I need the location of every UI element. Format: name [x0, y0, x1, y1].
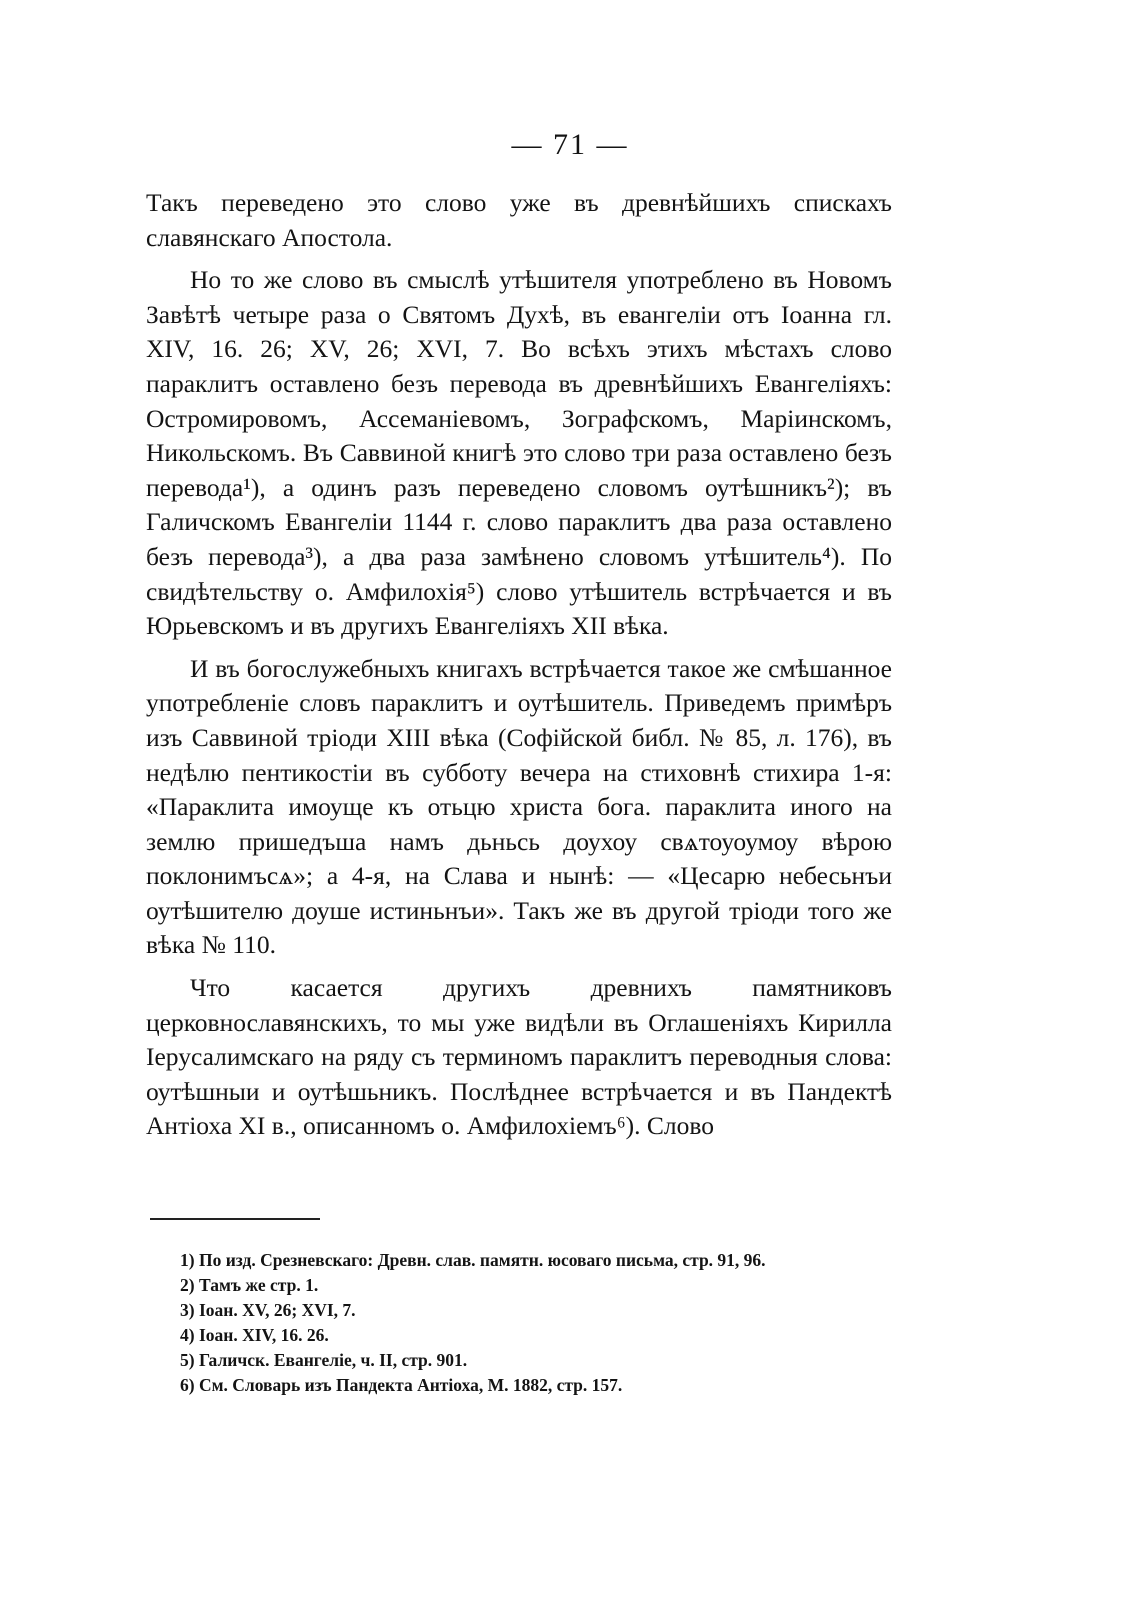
- footnote-divider: [150, 1218, 320, 1220]
- paragraph-3: И въ богослужебныхъ книгахъ встрѣчается такое же смѣшанное употребленіе словъ параклитъ и оутѣшитель. Приведемъ примѣръ изъ Саввиной тріоди XIII вѣка (Софійской библ. № 85, л. 176), въ недѣлю пентикостіи въ субботу вечера на стиховнѣ стихира 1-я: «Параклита имоуще къ отьцю христа бога. параклита иного на землю пришедъша намъ дьньсь доухоу свѧтоуоумоу вѣрою поклонимъсѧ»; а 4-я, на Слава и нынѣ: — «Цесарю небесьнъи оутѣшителю доуше истиньнъи». Такъ же въ другой тріоди того же вѣка № 110.: [146, 653, 892, 960]
- footnotes-list: [180, 1248, 900, 1398]
- body-text: [146, 186, 892, 1144]
- footnote-6: 6) См. Словарь изъ Пандекта Антіоха, М. 1882, стр. 157.: [180, 1375, 623, 1395]
- page-number: — 71 —: [511, 128, 629, 161]
- footnote-3: 3) Іоан. XV, 26; XVI, 7.: [180, 1300, 356, 1320]
- paragraph-4: Что касается другихъ древнихъ памятниковъ церковнославянскихъ, то мы уже видѣли въ Оглашеніяхъ Кирилла Іерусалимскаго на ряду съ терминомъ параклитъ переводныя слова: оутѣшныи и оутѣшьникъ. Послѣднее встрѣчается и въ Пандектѣ Антіоха XI в., описанномъ о. Амфилохіемъ⁶). Слово: [146, 973, 892, 1141]
- paragraph-2: Но то же слово въ смыслѣ утѣшителя употреблено въ Новомъ Завѣтѣ четыре раза о Святомъ Духѣ, въ евангеліи отъ Іоанна гл. XIV, 16. 26; XV, 26; XVI, 7. Во всѣхъ этихъ мѣстахъ слово параклитъ оставлено безъ перевода въ древнѣйшихъ Евангеліяхъ: Остромировомъ, Ассеманіевомъ, Зографскомъ, Маріинскомъ, Никольскомъ. Въ Саввиной книгѣ это слово три раза оставлено безъ перевода¹), а одинъ разъ переведено словомъ оутѣшникъ²); въ Галичскомъ Евангеліи 1144 г. слово параклитъ два раза оставлено безъ перевода³), а два раза замѣнено словомъ утѣшитель⁴). По свидѣтельству о. Амфилохія⁵) слово утѣшитель встрѣчается и въ Юрьевскомъ и въ другихъ Евангеліяхъ XII вѣка.: [146, 265, 892, 641]
- footnote-1: 1) По изд. Срезневскаго: Древн. слав. памятн. юсоваго письма, стр. 91, 96.: [180, 1250, 766, 1270]
- footnote-5: 5) Галичск. Евангеліе, ч. II, стр. 901.: [180, 1350, 468, 1370]
- footnote-4: 4) Іоан. XIV, 16. 26.: [180, 1325, 329, 1345]
- paragraph-1: Такъ переведено это слово уже въ древнѣйшихъ спискахъ славянскаго Апостола.: [146, 188, 892, 252]
- footnote-2: 2) Тамъ же стр. 1.: [180, 1275, 319, 1295]
